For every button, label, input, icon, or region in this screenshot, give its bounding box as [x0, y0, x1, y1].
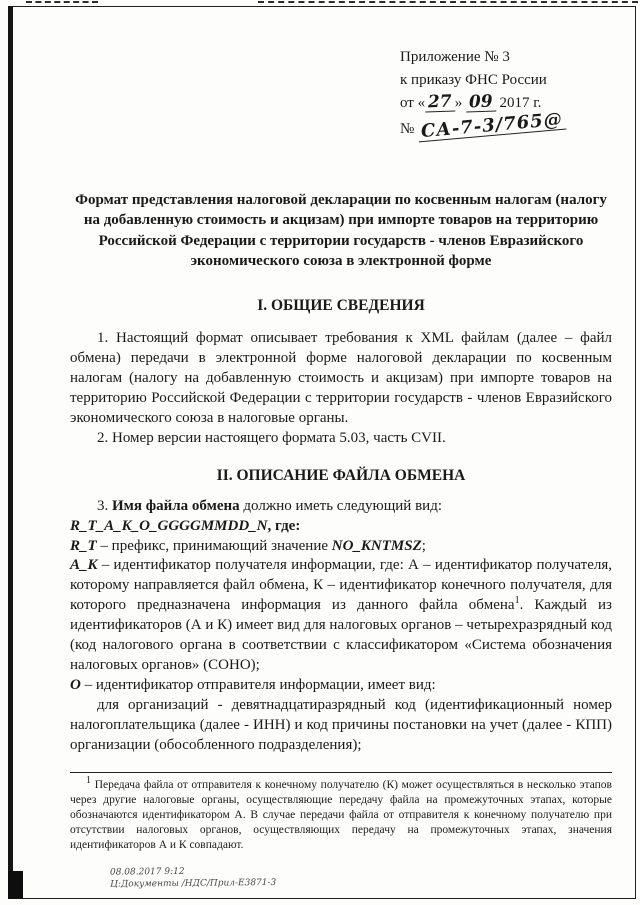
prefix-end: ;: [421, 537, 426, 554]
footnote-text: [70, 774, 612, 853]
prefix-token: R_T: [70, 537, 97, 554]
filename-pattern: R_T_A_K_O_GGGGMMDD_N: [70, 517, 268, 534]
filename-pattern-rest: , где:: [267, 517, 301, 534]
print-timestamp: 08.08.2017 9:12: [109, 866, 185, 878]
scan-artifact-left-band: [8, 6, 13, 899]
number-prefix: №: [400, 120, 415, 137]
prefix-value: NO_KNTMSZ: [331, 537, 422, 554]
o-token: О: [70, 677, 81, 694]
date-prefix: от «: [400, 95, 426, 111]
page-content: [70, 0, 612, 888]
print-footer: [110, 861, 612, 891]
print-filepath: Ц:Документы /НДС/Прил-Е3871-3: [110, 877, 277, 890]
order-label: к приказу ФНС России: [400, 71, 547, 88]
section2-heading: II. ОПИСАНИЕ ФАЙЛА ОБМЕНА: [216, 466, 466, 484]
header-block: [400, 46, 612, 140]
o-text: – идентификатор отправителя информации, имеет вид:: [80, 677, 436, 694]
number-line: [400, 108, 612, 142]
receiver-id-paragraph: [70, 556, 612, 676]
handwritten-month: 09: [466, 93, 496, 112]
footnote-marker: 1: [86, 774, 91, 786]
prefix-definition-line: [70, 537, 612, 557]
footnote-body: Передача файла от отправителя к конечному получателю (К) может осуществляться в несколько этапов через другие налоговые органы, осуществляющие передачу файла на промежуточных этапах, которые обозначаются идентификатором А. В случае передачи файла от отправителя к конечному получателю при отсутствии налоговых органов, осуществляющих передачу на промежуточных этапах, значения идентификаторов А и К совпадают.: [70, 778, 612, 851]
handwritten-day: 27: [425, 93, 455, 112]
footnote-reference: 1: [514, 595, 520, 607]
p3-rest: должно иметь следующий вид:: [239, 497, 442, 514]
organization-id-paragraph: для организаций - девятнадцатиразрядный код (идентификационный номер налогоплательщика (далее - ИНН) и код причины постановки на учет (далее - КПП) организации (обособленного подразделения);: [70, 697, 612, 753]
appendix-label: Приложение № 3: [400, 49, 510, 65]
section1-heading: I. ОБЩИЕ СВЕДЕНИЯ: [257, 297, 425, 314]
scan-artifact-corner-blob: [8, 871, 23, 899]
document-title: Формат представления налоговой декларации по косвенным налогам (налогу на добавленную стоимость и акцизам) при импорте товаров на территорию Российской Федерации с территории государств - членов Евразийского экономического союза в электронной форме: [75, 192, 607, 269]
p3-number: 3.: [97, 497, 112, 514]
paragraph-2: 2. Номер версии настоящего формата 5.03, часть CVII.: [97, 429, 446, 446]
ak-token: A_K: [70, 557, 98, 574]
date-mid: »: [454, 95, 467, 111]
ak-text-1: – идентификатор получателя информации, где: А – идентификатор получателя, которому направляется файл обмена, К – идентификатор конечного получателя, для которого предназначена информация из данного файла обмена: [70, 557, 612, 614]
sender-id-line: [70, 676, 612, 696]
handwritten-order-number: СА-7-3/765@: [417, 110, 566, 142]
paragraph-3-intro: [70, 497, 612, 517]
p3-bold-phrase: Имя файла обмена: [112, 497, 240, 514]
prefix-mid: – префикс, принимающий значение: [96, 537, 332, 554]
date-line: [400, 92, 612, 115]
filename-pattern-line: [70, 517, 612, 537]
date-suffix: 2017 г.: [495, 95, 542, 111]
paragraph-1: 1. Настоящий формат описывает требования к XML файлам (далее – файл обмена) передачи в электронной форме налоговой декларации по косвенным налогам (налогу на добавленную стоимость и акцизам) при импорте товаров на территорию Российской Федерации с территории государств - членов Евразийского экономического союза в налоговые органы.: [70, 330, 612, 426]
footnote-separator: [70, 772, 612, 773]
ak-text-2: . Каждый из идентификаторов (А и К) имеет вид для налоговых органов – четырехразрядный код (код налогового органа в соответствии с классификатором «Система обозначения налоговых органов» (СОНО);: [70, 597, 612, 674]
